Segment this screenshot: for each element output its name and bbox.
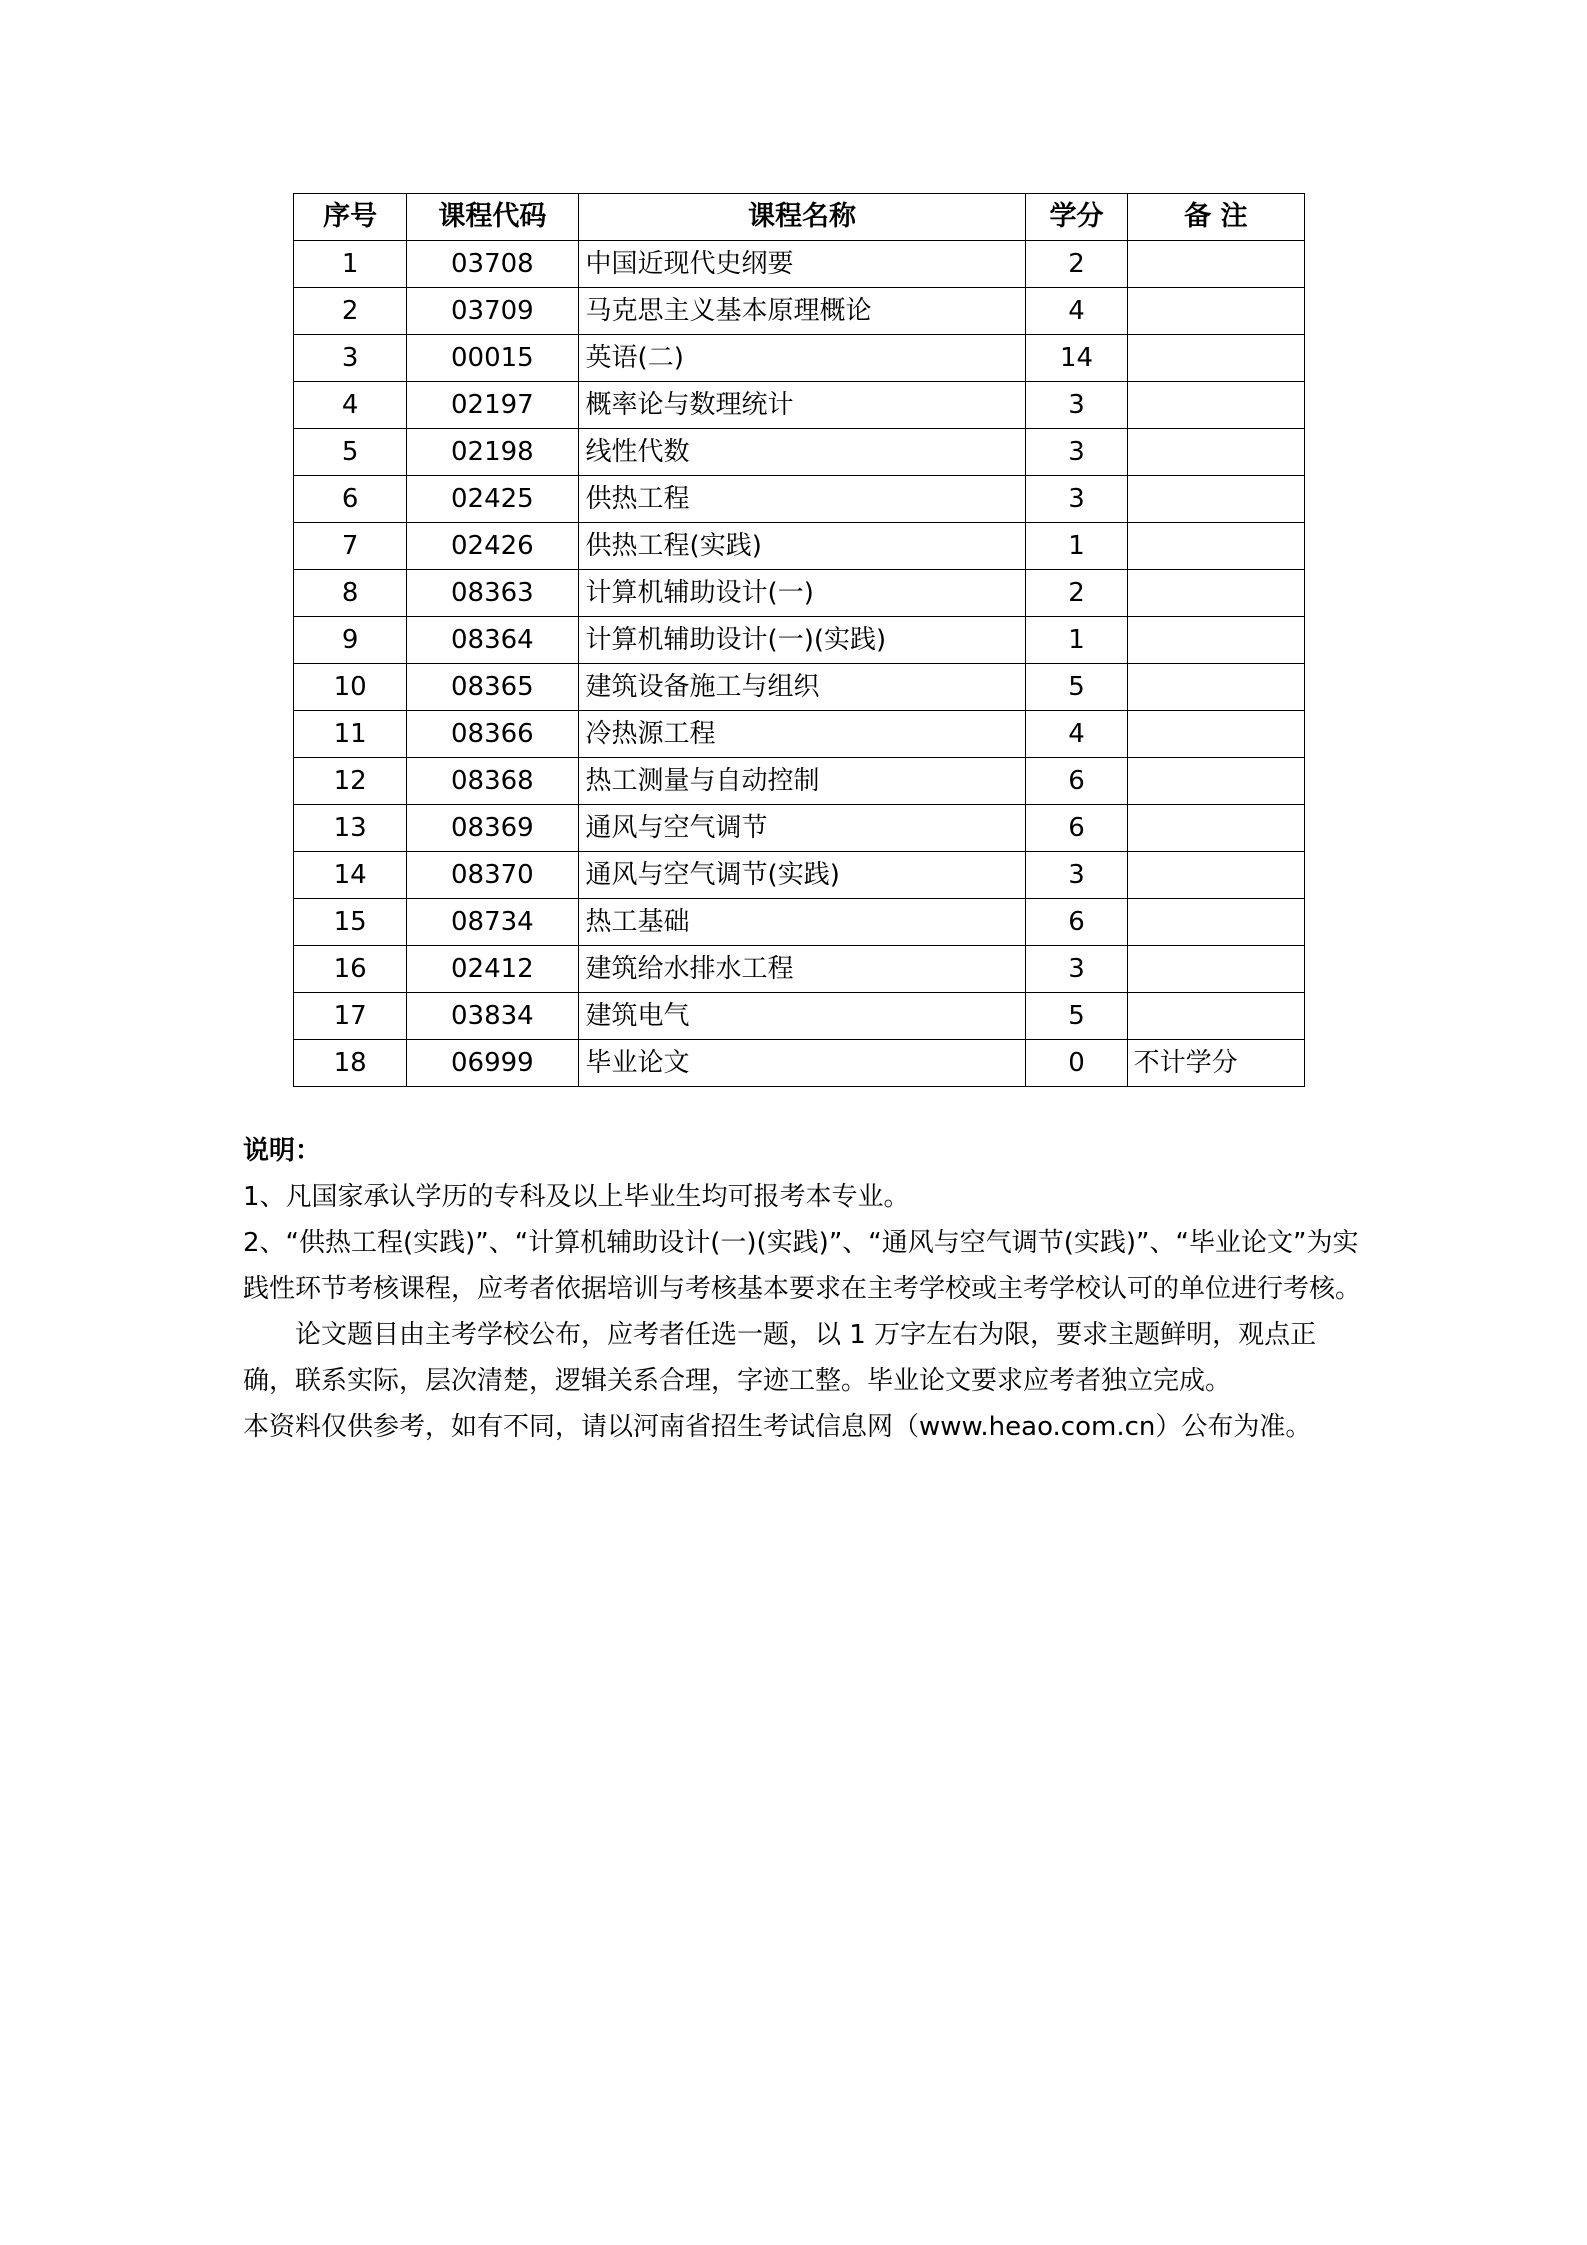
cell-remark bbox=[1127, 711, 1304, 758]
cell-remark bbox=[1127, 335, 1304, 382]
cell-name: 建筑电气 bbox=[578, 993, 1026, 1040]
cell-name: 供热工程 bbox=[578, 476, 1026, 523]
header-credit: 学分 bbox=[1026, 194, 1127, 241]
cell-name: 概率论与数理统计 bbox=[578, 382, 1026, 429]
cell-no: 8 bbox=[294, 570, 407, 617]
cell-code: 08370 bbox=[407, 852, 578, 899]
notes-item-2: 2、“供热工程(实践)”、“计算机辅助设计(一)(实践)”、“通风与空气调节(实践)”、“毕业论文”为实践性环节考核课程，应考者依据培训与考核基本要求在主考学校或主考学校认可的单位进行考核。 bbox=[243, 1228, 1362, 1304]
table-row bbox=[294, 805, 1305, 852]
cell-code: 03709 bbox=[407, 288, 578, 335]
cell-code: 08364 bbox=[407, 617, 578, 664]
cell-remark bbox=[1127, 523, 1304, 570]
cell-code: 08366 bbox=[407, 711, 578, 758]
cell-credit: 3 bbox=[1026, 429, 1127, 476]
cell-remark bbox=[1127, 852, 1304, 899]
cell-credit: 6 bbox=[1026, 899, 1127, 946]
cell-no: 4 bbox=[294, 382, 407, 429]
cell-name: 通风与空气调节(实践) bbox=[578, 852, 1026, 899]
cell-no: 13 bbox=[294, 805, 407, 852]
cell-credit: 1 bbox=[1026, 617, 1127, 664]
cell-no: 10 bbox=[294, 664, 407, 711]
cell-code: 08369 bbox=[407, 805, 578, 852]
cell-remark bbox=[1127, 241, 1304, 288]
cell-credit: 3 bbox=[1026, 382, 1127, 429]
cell-code: 08734 bbox=[407, 899, 578, 946]
cell-credit: 2 bbox=[1026, 570, 1127, 617]
cell-code: 02197 bbox=[407, 382, 578, 429]
cell-credit: 6 bbox=[1026, 758, 1127, 805]
cell-code: 08365 bbox=[407, 664, 578, 711]
cell-code: 08368 bbox=[407, 758, 578, 805]
cell-remark bbox=[1127, 382, 1304, 429]
course-table bbox=[293, 193, 1305, 1087]
cell-no: 12 bbox=[294, 758, 407, 805]
cell-credit: 2 bbox=[1026, 241, 1127, 288]
cell-no: 9 bbox=[294, 617, 407, 664]
cell-no: 16 bbox=[294, 946, 407, 993]
table-row bbox=[294, 852, 1305, 899]
cell-name: 计算机辅助设计(一) bbox=[578, 570, 1026, 617]
cell-remark bbox=[1127, 664, 1304, 711]
cell-remark bbox=[1127, 805, 1304, 852]
cell-credit: 3 bbox=[1026, 946, 1127, 993]
cell-remark bbox=[1127, 288, 1304, 335]
cell-name: 冷热源工程 bbox=[578, 711, 1026, 758]
notes-heading: 说明： bbox=[243, 1136, 322, 1166]
notes-section bbox=[243, 1128, 1363, 1450]
cell-no: 17 bbox=[294, 993, 407, 1040]
notes-thesis-paragraph: 论文题目由主考学校公布，应考者任选一题，以 1 万字左右为限，要求主题鲜明，观点正确，联系实际，层次清楚，逻辑关系合理，字迹工整。毕业论文要求应考者独立完成。 bbox=[243, 1320, 1317, 1396]
table-row bbox=[294, 241, 1305, 288]
cell-name: 建筑设备施工与组织 bbox=[578, 664, 1026, 711]
cell-name: 通风与空气调节 bbox=[578, 805, 1026, 852]
cell-no: 7 bbox=[294, 523, 407, 570]
cell-remark bbox=[1127, 758, 1304, 805]
cell-no: 1 bbox=[294, 241, 407, 288]
cell-name: 中国近现代史纲要 bbox=[578, 241, 1026, 288]
cell-code: 00015 bbox=[407, 335, 578, 382]
cell-no: 14 bbox=[294, 852, 407, 899]
cell-remark bbox=[1127, 476, 1304, 523]
cell-code: 02412 bbox=[407, 946, 578, 993]
table-row bbox=[294, 899, 1305, 946]
table-row bbox=[294, 946, 1305, 993]
cell-no: 11 bbox=[294, 711, 407, 758]
header-code: 课程代码 bbox=[407, 194, 578, 241]
table-row bbox=[294, 711, 1305, 758]
cell-name: 计算机辅助设计(一)(实践) bbox=[578, 617, 1026, 664]
cell-name: 英语(二) bbox=[578, 335, 1026, 382]
table-row bbox=[294, 570, 1305, 617]
cell-remark bbox=[1127, 993, 1304, 1040]
cell-credit: 4 bbox=[1026, 288, 1127, 335]
table-row bbox=[294, 476, 1305, 523]
cell-code: 03834 bbox=[407, 993, 578, 1040]
notes-disclaimer: 本资料仅供参考，如有不同，请以河南省招生考试信息网（www.heao.com.cn）公布为准。 bbox=[243, 1412, 1312, 1442]
cell-no: 2 bbox=[294, 288, 407, 335]
notes-item-1: 1、凡国家承认学历的专科及以上毕业生均可报考本专业。 bbox=[243, 1182, 910, 1212]
table-header-row bbox=[294, 194, 1305, 241]
table-row bbox=[294, 523, 1305, 570]
cell-credit: 5 bbox=[1026, 993, 1127, 1040]
cell-credit: 5 bbox=[1026, 664, 1127, 711]
cell-remark bbox=[1127, 946, 1304, 993]
header-name: 课程名称 bbox=[578, 194, 1026, 241]
table-body bbox=[294, 241, 1305, 1087]
table-row bbox=[294, 288, 1305, 335]
cell-code: 02198 bbox=[407, 429, 578, 476]
cell-remark bbox=[1127, 429, 1304, 476]
cell-credit: 3 bbox=[1026, 852, 1127, 899]
cell-remark bbox=[1127, 899, 1304, 946]
cell-name: 热工测量与自动控制 bbox=[578, 758, 1026, 805]
cell-no: 5 bbox=[294, 429, 407, 476]
table-row bbox=[294, 993, 1305, 1040]
header-no: 序号 bbox=[294, 194, 407, 241]
cell-code: 08363 bbox=[407, 570, 578, 617]
cell-no: 6 bbox=[294, 476, 407, 523]
cell-name: 供热工程(实践) bbox=[578, 523, 1026, 570]
cell-code: 02426 bbox=[407, 523, 578, 570]
table-row bbox=[294, 758, 1305, 805]
table-row bbox=[294, 429, 1305, 476]
cell-no: 18 bbox=[294, 1040, 407, 1087]
cell-credit: 0 bbox=[1026, 1040, 1127, 1087]
table-row bbox=[294, 335, 1305, 382]
cell-no: 15 bbox=[294, 899, 407, 946]
table-row bbox=[294, 617, 1305, 664]
cell-name: 热工基础 bbox=[578, 899, 1026, 946]
cell-no: 3 bbox=[294, 335, 407, 382]
cell-remark: 不计学分 bbox=[1127, 1040, 1304, 1087]
table-row bbox=[294, 664, 1305, 711]
cell-credit: 1 bbox=[1026, 523, 1127, 570]
cell-name: 线性代数 bbox=[578, 429, 1026, 476]
cell-credit: 4 bbox=[1026, 711, 1127, 758]
cell-credit: 14 bbox=[1026, 335, 1127, 382]
cell-name: 毕业论文 bbox=[578, 1040, 1026, 1087]
cell-name: 建筑给水排水工程 bbox=[578, 946, 1026, 993]
cell-code: 06999 bbox=[407, 1040, 578, 1087]
cell-remark bbox=[1127, 570, 1304, 617]
table-row bbox=[294, 382, 1305, 429]
cell-name: 马克思主义基本原理概论 bbox=[578, 288, 1026, 335]
table-row bbox=[294, 1040, 1305, 1087]
cell-credit: 6 bbox=[1026, 805, 1127, 852]
cell-code: 02425 bbox=[407, 476, 578, 523]
cell-credit: 3 bbox=[1026, 476, 1127, 523]
cell-code: 03708 bbox=[407, 241, 578, 288]
header-remark: 备 注 bbox=[1127, 194, 1304, 241]
cell-remark bbox=[1127, 617, 1304, 664]
